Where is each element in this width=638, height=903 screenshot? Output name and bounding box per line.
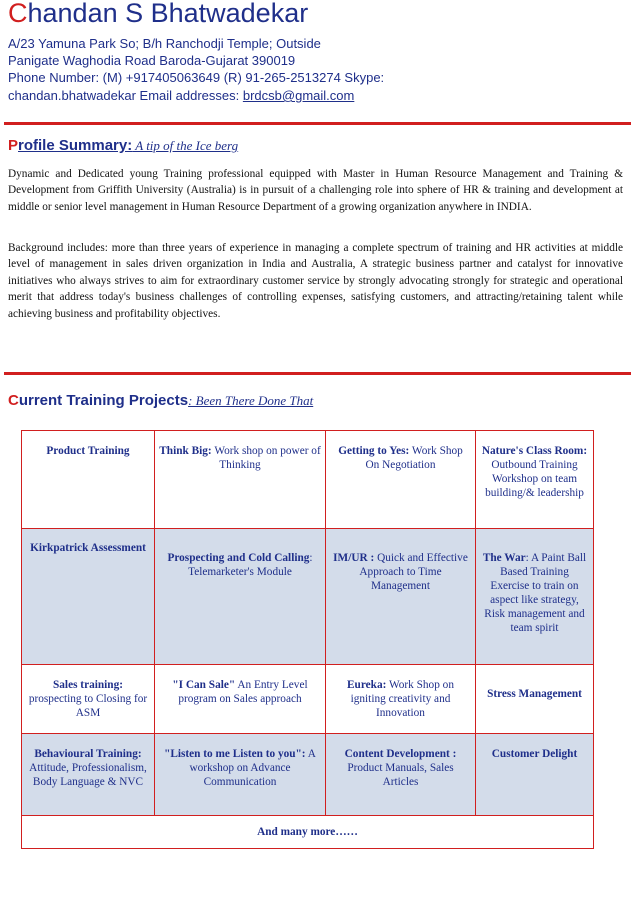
name-rest: handan S Bhatwadekar (27, 0, 309, 28)
profile-paragraph-2: Background includes: more than three years of experience in managing a complete spectrum of training and HR activities at middle level of management in sales driven organization in India and Australia, A strategic business partner and catalyst for innovative initiatives who always strives to aim for extraordinary customer service by strongly advocating strongly for strategic and operational merit that address today's business challenges of controlling expenses, satisfying customers, and attracting/retaining talent while achieving business and profitability objectives. (8, 242, 623, 320)
skype-email-label: chandan.bhatwadekar Email addresses: (8, 88, 243, 103)
table-cell: "Listen to me Listen to you": A workshop on Advance Communication (155, 734, 326, 816)
table-cell: Sales training: prospecting to Closing for ASM (22, 665, 155, 734)
training-projects-heading (8, 392, 313, 409)
table-cell: Stress Management (476, 665, 594, 734)
table-cell: The War: A Paint Ball Based Training Exercise to train on aspect like strategy, Risk management and team spirit (476, 529, 594, 665)
training-projects-table (21, 430, 594, 849)
candidate-name (8, 0, 308, 29)
table-row (22, 734, 594, 816)
profile-summary-heading (8, 137, 238, 154)
table-cell: Prospecting and Cold Calling: Telemarketer's Module (155, 529, 326, 665)
table-cell: Nature's Class Room: Outbound Training Workshop on team building/& leadership (476, 431, 594, 529)
section-divider (4, 372, 631, 375)
profile-paragraph-1: Dynamic and Dedicated young Training professional equipped with Master in Human Resource Management and Training & Development from Griffith University (Australia) is in pursuit of a challenging role into sphere of HR & training and development at middle or senior level management in Human Resource Department of a growing organization anywhere in INDIA. (8, 168, 623, 213)
section-divider (4, 122, 631, 125)
address-line-1: A/23 Yamuna Park So; B/h Ranchodji Temple; Outside (8, 36, 321, 51)
table-footer-cell: And many more…… (22, 816, 594, 849)
table-cell: IM/UR : Quick and Effective Approach to Time Management (326, 529, 476, 665)
table-row (22, 816, 594, 849)
table-cell: Kirkpatrick Assessment (22, 529, 155, 665)
address-line-2: Panigate Waghodia Road Baroda-Gujarat 390019 (8, 53, 296, 68)
projects-initial: C (8, 392, 19, 409)
phone-line: Phone Number: (M) +917405063649 (R) 91-265-2513274 Skype: (8, 70, 385, 85)
table-cell: Customer Delight (476, 734, 594, 816)
table-row (22, 431, 594, 529)
table-cell: Content Development : Product Manuals, Sales Articles (326, 734, 476, 816)
table-cell: Think Big: Work shop on power of Thinking (155, 431, 326, 529)
table-cell: Behavioural Training: Attitude, Professionalism, Body Language & NVC (22, 734, 155, 816)
table-cell: Getting to Yes: Work Shop On Negotiation (326, 431, 476, 529)
projects-subtitle: : Been There Done That (188, 393, 314, 408)
table-row (22, 665, 594, 734)
name-initial: C (8, 0, 28, 28)
table-cell: Eureka: Work Shop on igniting creativity and Innovation (326, 665, 476, 734)
email-line (8, 88, 354, 103)
profile-subtitle: A tip of the Ice berg (132, 138, 239, 153)
table-row (22, 529, 594, 665)
profile-title: rofile Summary: (18, 137, 133, 154)
email-link[interactable]: brdcsb@gmail.com (242, 88, 355, 103)
table-cell: "I Can Sale" An Entry Level program on Sales approach (155, 665, 326, 734)
projects-title: urrent Training Projects (18, 392, 189, 409)
profile-initial: P (8, 137, 19, 154)
table-cell: Product Training (22, 431, 155, 529)
